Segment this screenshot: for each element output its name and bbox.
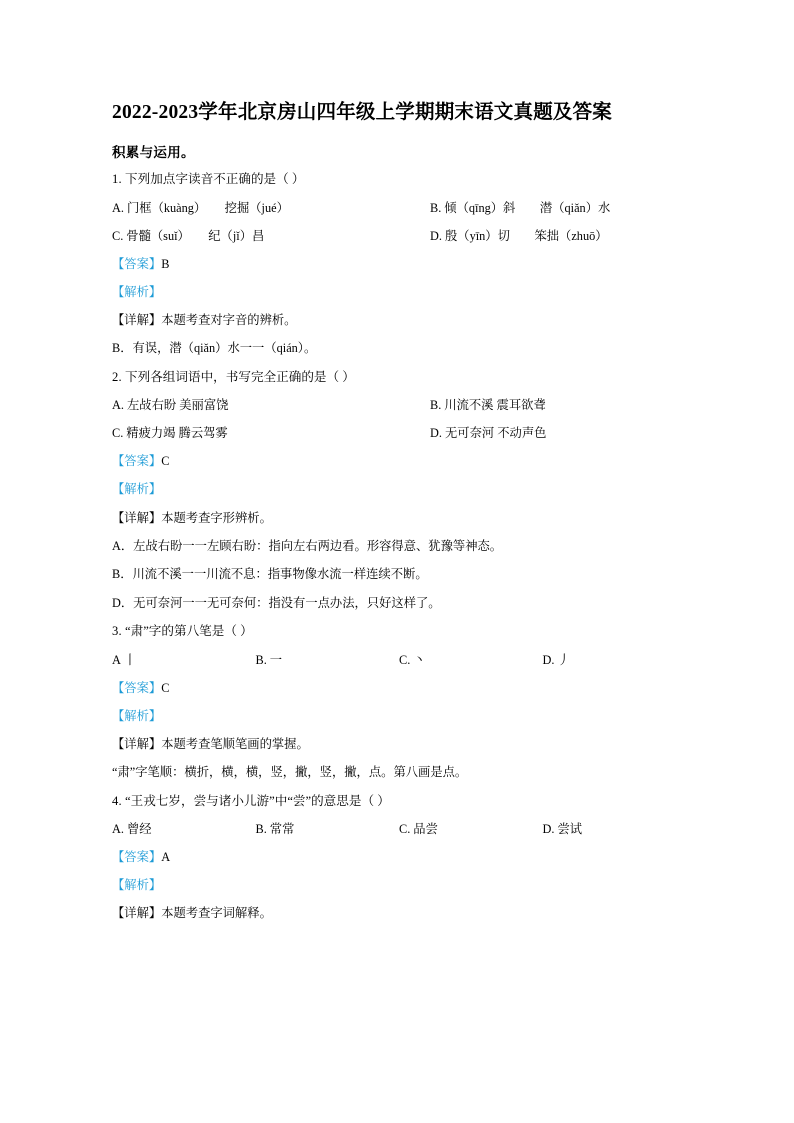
answer-value: B [161,256,170,271]
option-label: B. [430,398,442,413]
option-label: A. [112,200,124,215]
option-b[interactable] [256,651,400,670]
question-number: 4. [112,793,122,808]
option-text: 门框（kuàng） 挖掘（jué） [126,200,289,215]
answer-label: 【答案】 [112,680,162,695]
option-text: 曾经 [126,822,152,837]
option-b[interactable] [430,199,686,218]
explanation-line: “肃”字笔顺：横折，横，横，竖，撇，竖，撇，点。第八画是点。 [112,765,468,780]
analysis-label: 【解析】 [112,482,162,497]
option-text: 丨 [123,652,137,667]
question-text: “王戎七岁，尝与诸小儿游”中“尝”的意思是（ ） [125,793,390,808]
option-c[interactable] [112,424,430,443]
answer-value: A [161,850,171,865]
question-stem [112,368,686,388]
analysis-line [112,876,686,895]
option-b[interactable] [430,396,686,415]
option-text: 骨髓（suǐ） 纪（jǐ）昌 [126,228,265,243]
analysis-line [112,707,686,726]
question-text: “肃”字的第八笔是（ ） [125,624,253,639]
option-label: D. [430,228,442,243]
answer-line [112,679,686,698]
question-text: 下列加点字读音不正确的是（ ） [125,172,305,187]
explanation-line: D．无可奈河一一无可奈何：指没有一点办法，只好这样了。 [112,595,441,610]
answer-value: C [161,454,170,469]
answer-line [112,255,686,274]
option-label: A. [112,398,124,413]
answer-line [112,848,686,867]
page-title: 2022-2023学年北京房山四年级上学期期末语文真题及答案 [112,102,612,123]
option-text: 倾（qīng）斜 潜（qiǎn）水 [444,200,611,215]
option-text: 尝试 [557,822,583,837]
question-stem [112,792,686,812]
option-c[interactable] [399,651,543,670]
option-a[interactable] [112,651,256,670]
option-label: C. [112,228,124,243]
explanation-line: 【详解】本题考查对字音的辨析。 [112,312,297,327]
option-label: B. [255,652,267,667]
option-text: 丿 [557,652,570,667]
explanation-line: 【详解】本题考查字形辨析。 [112,510,272,525]
option-label: A [112,652,121,667]
analysis-line [112,480,686,499]
option-a[interactable] [112,199,430,218]
option-c[interactable] [112,227,430,246]
answer-label: 【答案】 [112,850,162,865]
option-label: B. [430,200,442,215]
option-text: 川流不溪 震耳欲聋 [444,398,546,413]
option-label: D. [542,652,555,667]
answer-label: 【答案】 [112,256,162,271]
option-a[interactable] [112,396,430,415]
option-text: 精疲力竭 腾云驾雾 [126,426,228,441]
analysis-label: 【解析】 [112,284,162,299]
section-heading: 积累与运用。 [112,145,195,161]
option-d[interactable] [430,424,686,443]
explanation-line: B．川流不溪一一川流不息：指事物像水流一样连续不断。 [112,567,428,582]
option-d[interactable] [430,227,686,246]
analysis-label: 【解析】 [112,878,162,893]
option-label: C. [112,426,124,441]
option-b[interactable] [256,820,400,839]
analysis-line [112,283,686,302]
option-row [112,424,686,443]
option-text: 丶 [413,652,426,667]
option-row [112,227,686,246]
option-label: A. [112,822,124,837]
explanation-line: B．有误，潜（qiǎn）水一一（qián）。 [112,341,317,356]
option-a[interactable] [112,820,256,839]
option-label: B. [255,822,267,837]
question-number: 2. [112,369,122,384]
option-label: D. [430,426,442,441]
answer-value: C [161,680,170,695]
option-row [112,651,686,670]
option-text: 常常 [269,822,295,837]
option-d[interactable] [543,820,687,839]
option-text: 一 [269,652,283,667]
option-text: 无可奈河 不动声色 [444,426,547,441]
question-number: 1. [112,172,122,187]
question-number: 3. [112,624,122,639]
question-stem [112,622,686,642]
option-d[interactable] [543,651,687,670]
question-stem [112,170,686,190]
question-text: 下列各组词语中，书写完全正确的是（ ） [125,369,355,384]
option-row [112,199,686,218]
analysis-label: 【解析】 [112,708,162,723]
option-text: 左敁右盼 美丽富饶 [126,398,229,413]
explanation-line: 【详解】本题考查笔顺笔画的掌握。 [112,736,309,751]
option-row [112,820,686,839]
option-text: 品尝 [413,822,438,837]
option-text: 殷（yīn）切 笨拙（zhuō） [444,228,608,243]
explanation-line: A．左敁右盼一一左顾右盼：指向左右两边看。形容得意、犹豫等神态。 [112,538,503,553]
option-label: C. [399,822,411,837]
option-label: D. [542,822,555,837]
option-c[interactable] [399,820,543,839]
answer-label: 【答案】 [112,454,162,469]
option-label: C. [399,652,411,667]
answer-line [112,452,686,471]
explanation-line: 【详解】本题考查字词解释。 [112,906,272,921]
option-row [112,396,686,415]
